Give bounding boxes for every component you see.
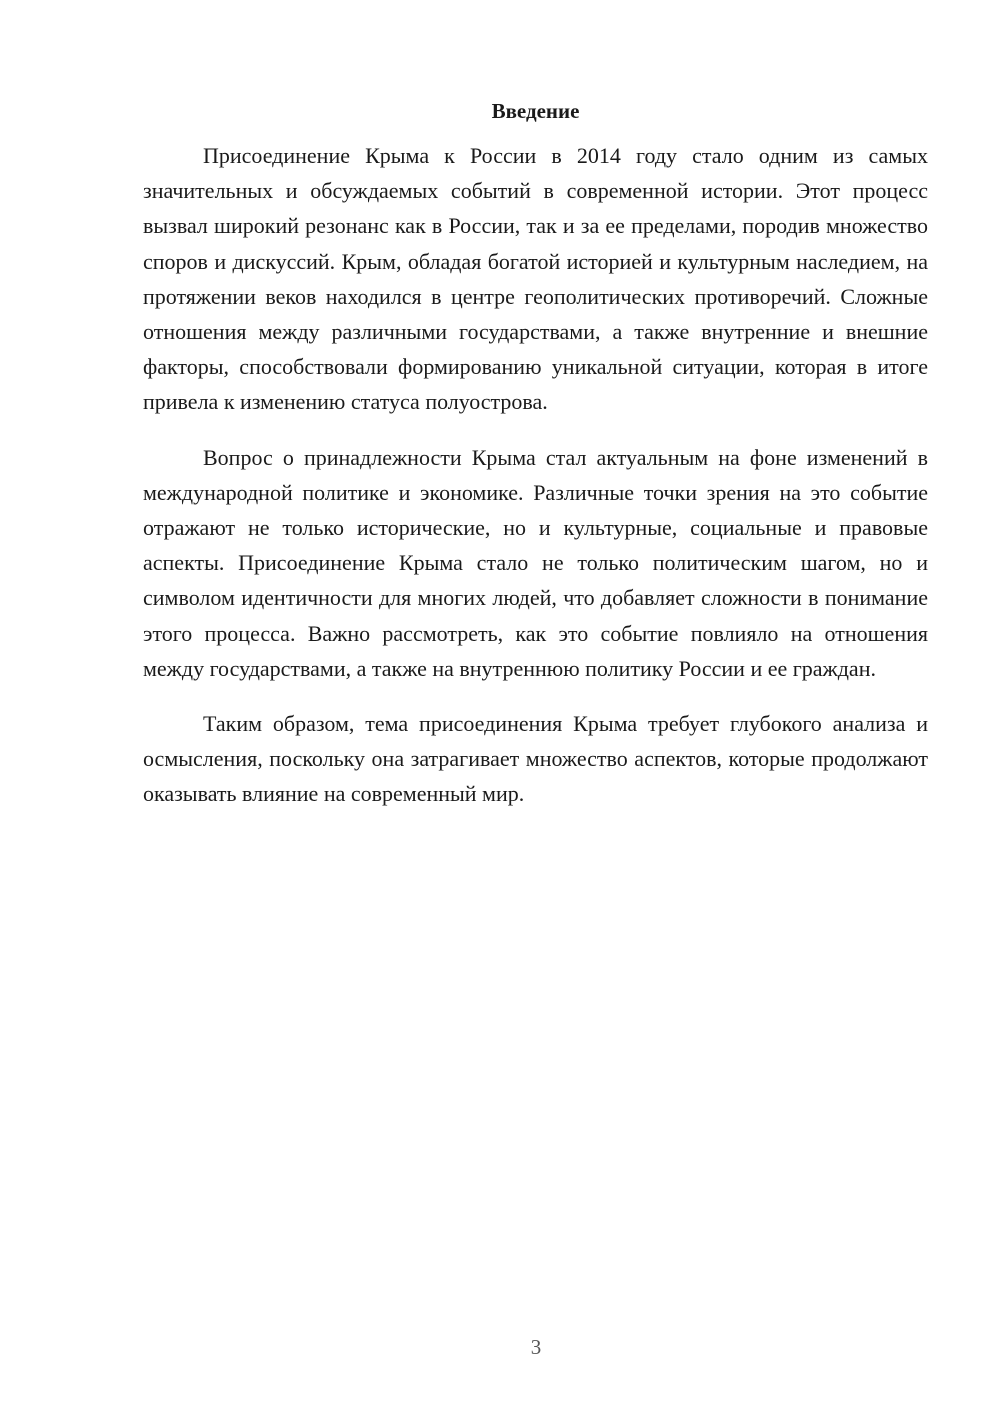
- paragraph-2: Вопрос о принадлежности Крыма стал актуальным на фоне изменений в международной политике и экономике. Различные точки зрения на это событие отражают не только исторические, но и культурные, социальные и правовые аспекты. Присоединение Крыма стало не только политическим шагом, но и символом идентичности для многих людей, что добавляет сложности в понимание этого процесса. Важно рассмотреть, как это событие повлияло на отношения между государствами, а также на внутреннюю политику России и ее граждан.: [143, 444, 928, 681]
- page-content: [143, 96, 928, 832]
- page-number: 3: [530, 1335, 542, 1359]
- section-heading: Введение: [491, 99, 580, 123]
- paragraph-3: Таким образом, тема присоединения Крыма требует глубокого анализа и осмысления, поскольку она затрагивает множество аспектов, которые продолжают оказывать влияние на современный мир.: [143, 711, 928, 807]
- paragraph-1: Присоединение Крыма к России в 2014 году стало одним из самых значительных и обсуждаемых событий в современной истории. Этот процесс вызвал широкий резонанс как в России, так и за ее пределами, породив множество споров и дискуссий. Крым, обладая богатой историей и культурным наследием, на протяжении веков находился в центре геополитических противоречий. Сложные отношения между различными государствами, а также внутренние и внешние факторы, способствовали формированию уникальной ситуации, которая в итоге привела к изменению статуса полуострова.: [143, 143, 928, 415]
